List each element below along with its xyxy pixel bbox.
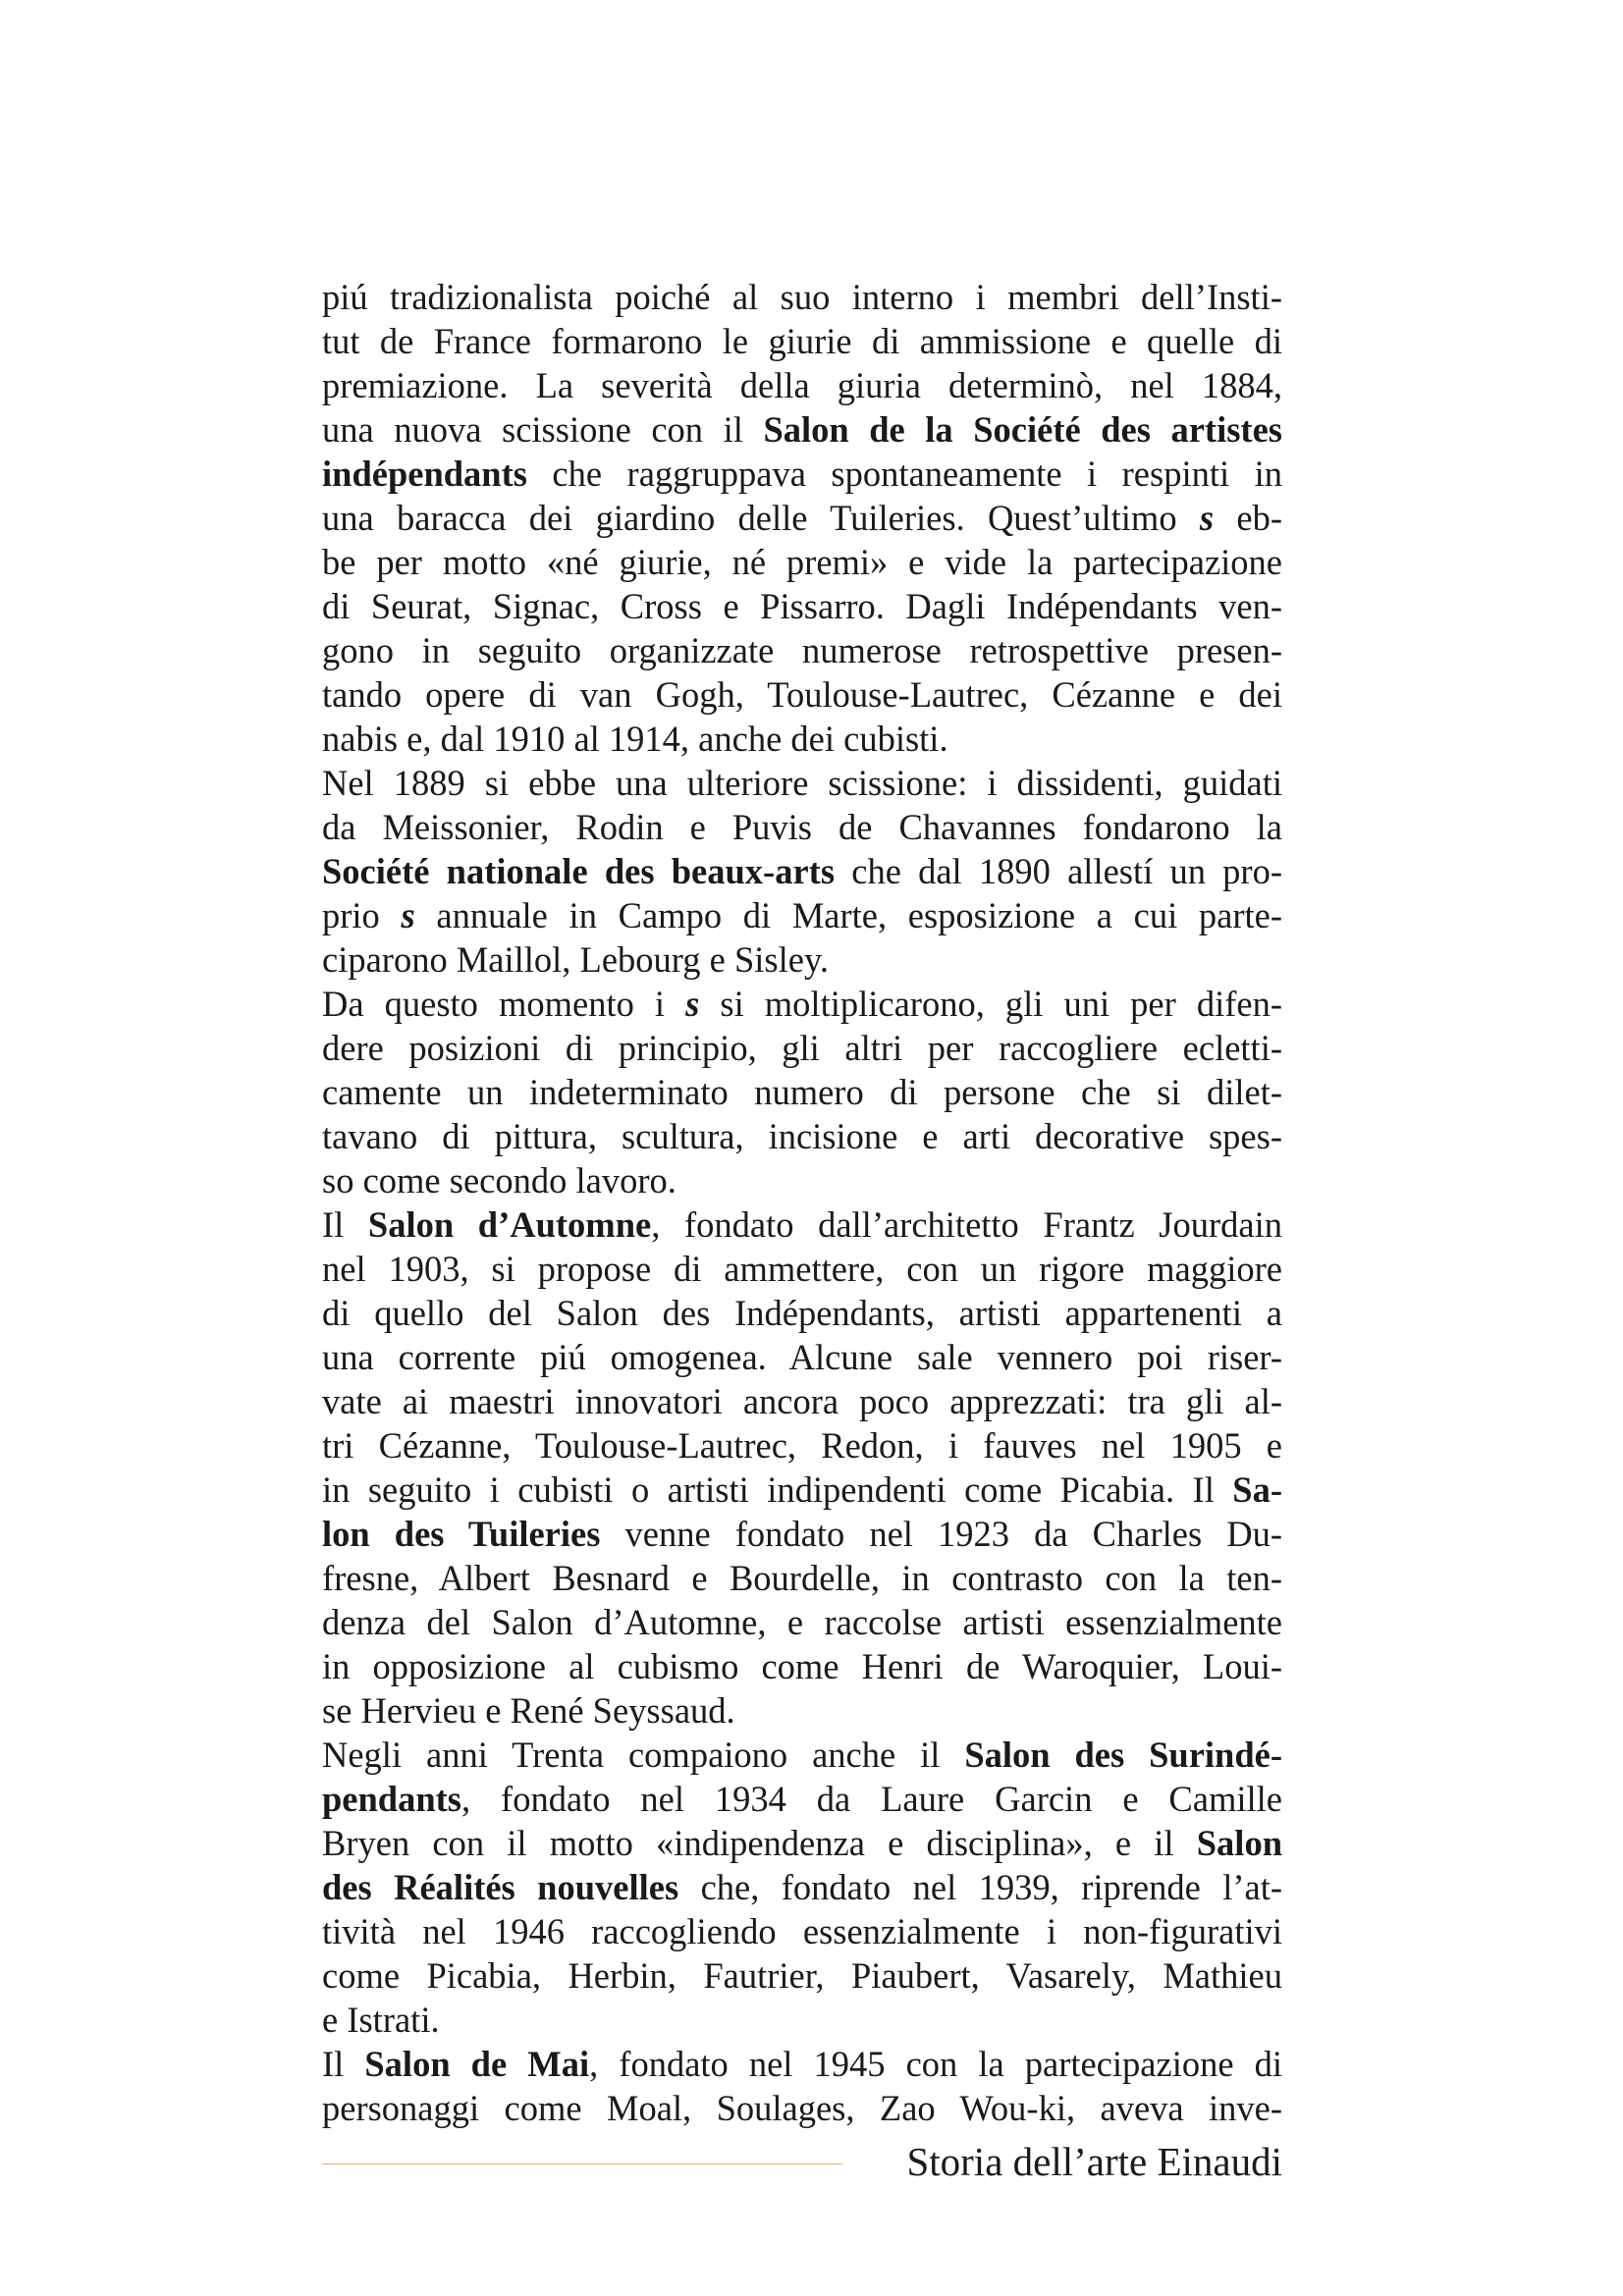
text-line	[322, 1777, 1282, 1821]
text-segment: Bryen con il motto «indipendenza e disciplina», e il	[322, 1823, 1197, 1863]
text-line	[322, 452, 1282, 496]
text-segment: venne fondato nel 1923 da Charles Du-	[600, 1514, 1282, 1554]
body-text	[322, 275, 1282, 2130]
bold-term: Salon de la Société des artistes	[763, 409, 1282, 450]
text-segment: dere posizioni di principio, gli altri per raccogliere ecletti-	[322, 1028, 1282, 1068]
text-line	[322, 1644, 1282, 1688]
text-line	[322, 1468, 1282, 1512]
text-line	[322, 1733, 1282, 1777]
text-segment: nel 1903, si propose di ammettere, con un rigore maggiore	[322, 1249, 1282, 1289]
text-segment: piú tradizionalista poiché al suo interno i membri dell’Insti-	[322, 277, 1282, 317]
text-segment: tavano di pittura, scultura, incisione e arti decorative spes-	[322, 1116, 1282, 1156]
text-line	[322, 1070, 1282, 1114]
text-line	[322, 982, 1282, 1026]
bold-term: Salon des Surindé-	[964, 1735, 1282, 1775]
text-line	[322, 363, 1282, 407]
text-line	[322, 2086, 1282, 2130]
text-segment: tut de France formarono le giurie di ammissione e quelle di	[322, 321, 1282, 361]
text-line	[322, 1998, 1282, 2042]
text-line	[322, 1865, 1282, 1909]
text-line	[322, 1688, 1282, 1733]
text-segment: gono in seguito organizzate numerose retrospettive presen-	[322, 630, 1282, 670]
text-segment: in opposizione al cubismo come Henri de Waroquier, Loui-	[322, 1646, 1282, 1686]
bold-term: Salon d’Automne	[367, 1204, 652, 1245]
text-line	[322, 893, 1282, 937]
text-segment: , fondato dall’architetto Frantz Jourdain	[651, 1204, 1282, 1245]
text-segment: Da questo momento i	[322, 984, 686, 1024]
bold-term: Sa-	[1232, 1469, 1282, 1510]
text-segment: se Hervieu e René Seyssaud.	[322, 1690, 735, 1731]
text-segment: camente un indeterminato numero di persone che si dilet-	[322, 1072, 1282, 1112]
text-line	[322, 1821, 1282, 1865]
text-line	[322, 1291, 1282, 1335]
text-line	[322, 1114, 1282, 1158]
text-line	[322, 1600, 1282, 1644]
text-segment: , fondato nel 1945 con la partecipazione di	[589, 2044, 1282, 2084]
text-segment: eb-	[1214, 498, 1282, 538]
text-segment: tività nel 1946 raccogliendo essenzialmente i non-figurativi	[322, 1911, 1282, 1951]
text-segment: che raggruppava spontaneamente i respinti in	[526, 454, 1282, 494]
text-segment: prio	[322, 895, 402, 935]
text-line	[322, 540, 1282, 584]
text-segment: una baracca dei giardino delle Tuileries. Quest’ultimo	[322, 498, 1200, 538]
text-segment: vate ai maestri innovatori ancora poco apprezzati: tra gli al-	[322, 1381, 1282, 1421]
text-segment: da Meissonier, Rodin e Puvis de Chavannes fondarono la	[322, 807, 1282, 847]
footer-title: Storia dell’arte Einaudi	[906, 2139, 1282, 2184]
bold-term: indépendants	[322, 454, 527, 494]
bold-term: des Réalités nouvelles	[322, 1867, 679, 1907]
text-segment: fresne, Albert Besnard e Bourdelle, in contrasto con la ten-	[322, 1558, 1282, 1598]
text-line	[322, 628, 1282, 672]
bold-term: lon des Tuileries	[322, 1514, 601, 1554]
italic-term: s	[401, 895, 415, 935]
text-segment: di Seurat, Signac, Cross e Pissarro. Dagli Indépendants ven-	[322, 586, 1282, 626]
text-segment: come Picabia, Herbin, Fautrier, Piaubert, Vasarely, Mathieu	[322, 1955, 1282, 1996]
text-line	[322, 717, 1282, 761]
text-segment: si moltiplicarono, gli uni per difen-	[699, 984, 1282, 1024]
text-segment: in seguito i cubisti o artisti indipendenti come Picabia. Il	[322, 1469, 1233, 1510]
text-line	[322, 761, 1282, 805]
text-segment: una nuova scissione con il	[322, 409, 764, 450]
text-segment: personaggi come Moal, Soulages, Zao Wou-ki, aveva inve-	[322, 2088, 1282, 2128]
text-segment: Il	[322, 1204, 368, 1245]
text-line	[322, 584, 1282, 628]
text-line	[322, 407, 1282, 452]
text-line	[322, 275, 1282, 319]
text-line	[322, 1953, 1282, 1998]
bold-term: Salon	[1196, 1823, 1282, 1863]
italic-term: s	[685, 984, 700, 1024]
text-segment: Nel 1889 si ebbe una ulteriore scissione: i dissidenti, guidati	[322, 763, 1282, 803]
text-line	[322, 1202, 1282, 1247]
text-line	[322, 496, 1282, 540]
text-segment: di quello del Salon des Indépendants, artisti appartenenti a	[322, 1293, 1282, 1333]
bold-term: pendants	[322, 1779, 462, 1819]
text-segment: che, fondato nel 1939, riprende l’at-	[678, 1867, 1283, 1907]
text-line	[322, 2042, 1282, 2086]
footer-rule	[322, 2163, 842, 2164]
text-line	[322, 672, 1282, 717]
text-line	[322, 1158, 1282, 1202]
text-line	[322, 1247, 1282, 1291]
bold-term: Société nationale des beaux-arts	[322, 851, 836, 891]
text-segment: tando opere di van Gogh, Toulouse-Lautrec, Cézanne e dei	[322, 674, 1282, 715]
text-line	[322, 805, 1282, 849]
text-line	[322, 1026, 1282, 1070]
text-line	[322, 1423, 1282, 1468]
text-segment: ciparono Maillol, Lebourg e Sisley.	[322, 939, 829, 980]
text-segment: che dal 1890 allestí un pro-	[835, 851, 1282, 891]
text-segment: Negli anni Trenta compaiono anche il	[322, 1735, 965, 1775]
text-segment: so come secondo lavoro.	[322, 1160, 676, 1201]
text-segment: nabis e, dal 1910 al 1914, anche dei cubisti.	[322, 719, 948, 759]
text-line	[322, 1556, 1282, 1600]
text-line	[322, 1909, 1282, 1953]
text-segment: una corrente piú omogenea. Alcune sale vennero poi riser-	[322, 1337, 1282, 1377]
text-segment: Il	[322, 2044, 365, 2084]
text-line	[322, 937, 1282, 982]
text-line	[322, 319, 1282, 363]
text-line	[322, 849, 1282, 893]
text-line	[322, 1379, 1282, 1423]
text-line	[322, 1335, 1282, 1379]
text-segment: annuale in Campo di Marte, esposizione a cui parte-	[414, 895, 1283, 935]
italic-term: s	[1199, 498, 1215, 538]
text-segment: tri Cézanne, Toulouse-Lautrec, Redon, i fauves nel 1905 e	[322, 1425, 1282, 1466]
text-line	[322, 1512, 1282, 1556]
bold-term: Salon de Mai	[364, 2044, 590, 2084]
text-segment: premiazione. La severità della giuria determinò, nel 1884,	[322, 365, 1282, 405]
text-segment: denza del Salon d’Automne, e raccolse artisti essenzialmente	[322, 1602, 1282, 1642]
text-segment: e Istrati.	[322, 2000, 440, 2040]
text-segment: , fondato nel 1934 da Laure Garcin e Camille	[461, 1779, 1282, 1819]
text-segment: be per motto «né giurie, né premi» e vide la partecipazione	[322, 542, 1282, 582]
